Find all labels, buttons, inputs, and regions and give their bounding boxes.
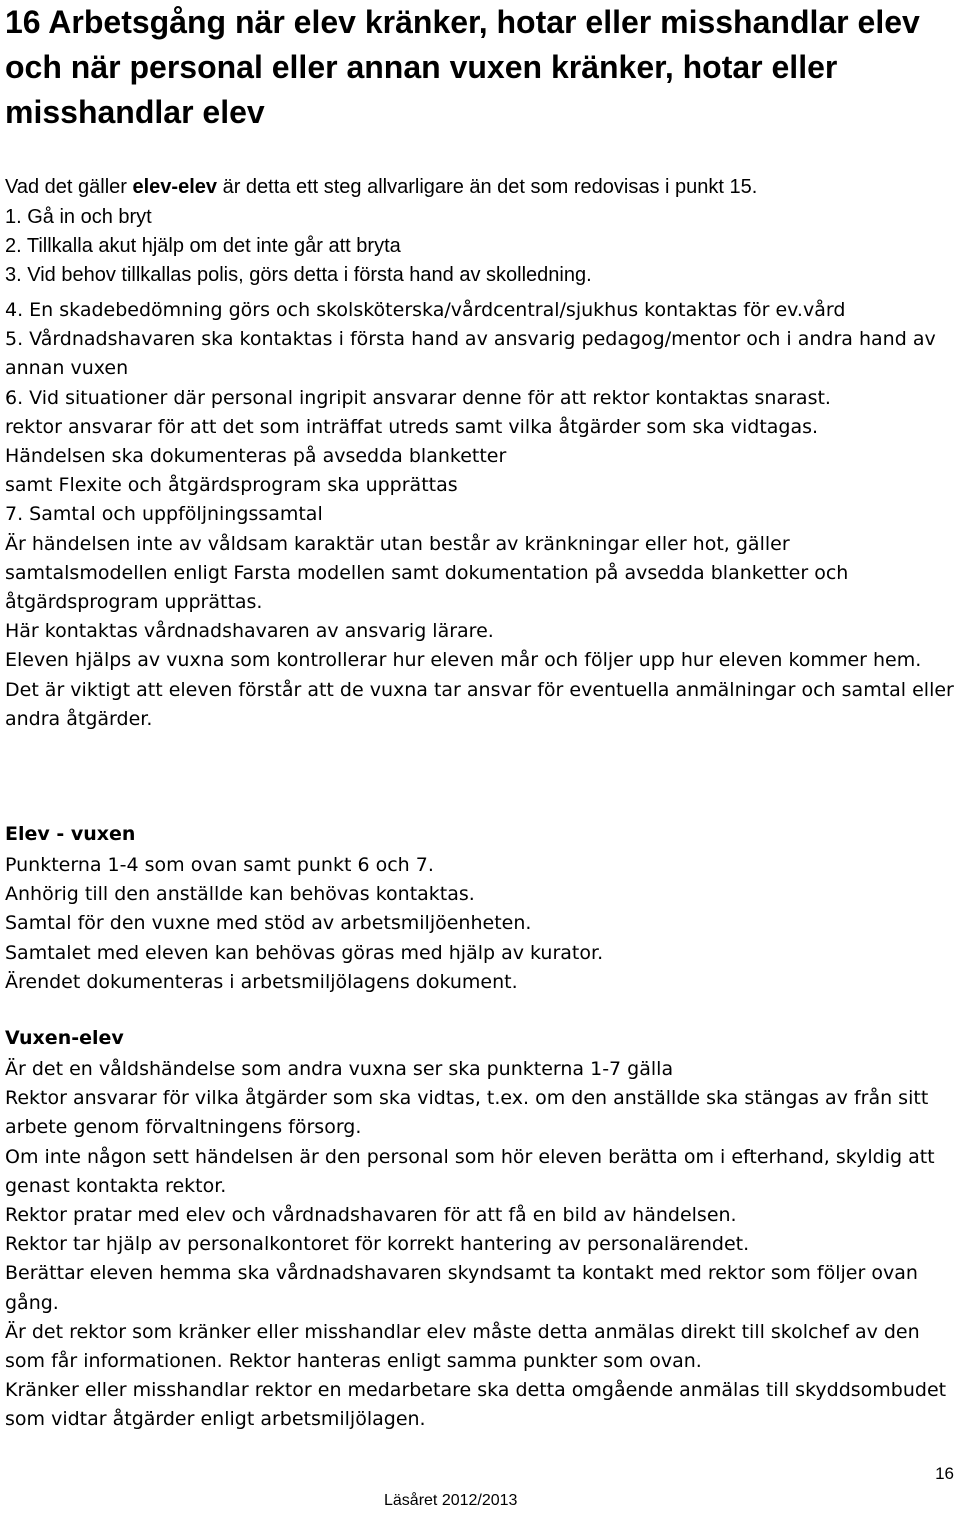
page-number: 16: [935, 1464, 954, 1483]
section-line: Anhörig till den anställde kan behövas kontaktas.: [5, 883, 475, 906]
section-vuxen-elev-list: [5, 1055, 955, 1435]
intro-suffix: är detta ett steg allvarligare än det som redovisas i punkt 15.: [217, 176, 758, 198]
page-title: 16 Arbetsgång när elev kränker, hotar eller misshandlar elev och när personal eller annan vuxen kränker, hotar eller misshandlar elev: [5, 4, 920, 130]
section-line: Är det rektor som kränker eller misshandlar elev måste detta anmälas direkt till skolchef av den som får informationen. Rektor hanteras enligt samma punkter som ovan.: [5, 1320, 920, 1373]
step-item: samt Flexite och åtgärdsprogram ska upprättas: [5, 474, 458, 497]
step-item: 5. Vårdnadshavaren ska kontaktas i första hand av ansvarig pedagog/mentor och i andra hand av annan vuxen: [5, 328, 936, 380]
step-item: Händelsen ska dokumenteras på avsedda blanketter: [5, 445, 507, 468]
steps-list-b: [5, 296, 955, 734]
section-line: Rektor ansvarar för vilka åtgärder som ska vidtas, t.ex. om den anställde ska stängas av från sitt arbete genom förvaltningens försorg.: [5, 1087, 929, 1139]
section-line: Rektor pratar med elev och vårdnadshavaren för att få en bild av händelsen.: [5, 1204, 737, 1227]
step-item: 3. Vid behov tillkallas polis, görs detta i första hand av skolledning.: [5, 264, 592, 286]
section-line: Ärendet dokumenteras i arbetsmiljölagens dokument.: [5, 970, 518, 993]
step-item: rektor ansvarar för att det som inträffat utreds samt vilka åtgärder som ska vidtagas.: [5, 415, 819, 438]
section-line: Rektor tar hjälp av personalkontoret för korrekt hantering av personalärendet.: [5, 1233, 750, 1256]
step-item: 6. Vid situationer där personal ingripit ansvarar denne för att rektor kontaktas snarast.: [5, 386, 831, 409]
section-elev-vuxen-list: [5, 851, 955, 997]
section-line: Berättar eleven hemma ska vårdnadshavaren skyndsamt ta kontakt med rektor som följer ovan gång.: [5, 1262, 918, 1314]
section-line: Samtal för den vuxne med stöd av arbetsmiljöenheten.: [5, 912, 532, 935]
section-line: Är det en våldshändelse som andra vuxna ser ska punkterna 1-7 gälla: [5, 1058, 674, 1080]
section-line: Samtalet med eleven kan behövas göras med hjälp av kurator.: [5, 941, 604, 964]
step-item: 4. En skadebedömning görs och skolsköterska/vårdcentral/sjukhus kontaktas för ev.vård: [5, 299, 846, 321]
step-item: Är händelsen inte av våldsam karaktär utan består av kränkningar eller hot, gäller samtalsmodellen enligt Farsta modellen samt dokumentation på avsedda blanketter och åtgärdsprogram upprättas.: [5, 532, 849, 614]
section-heading-vuxen-elev: Vuxen-elev: [5, 1027, 124, 1049]
section-line: Om inte någon sett händelsen är den personal som hör eleven berätta om i efterhand, skyldig att genast kontakta rektor.: [5, 1145, 935, 1197]
step-item: Här kontaktas vårdnadshavaren av ansvarig lärare.: [5, 620, 494, 643]
intro-bold: elev-elev: [132, 176, 218, 198]
step-item: 7. Samtal och uppföljningssamtal: [5, 503, 323, 526]
page-footer: Läsåret 2012/2013: [384, 1492, 518, 1509]
section-line: Punkterna 1-4 som ovan samt punkt 6 och 7.: [5, 854, 434, 876]
step-item: 1. Gå in och bryt: [5, 206, 152, 228]
step-item: Eleven hjälps av vuxna som kontrollerar hur eleven mår och följer upp hur eleven kommer hem.: [5, 649, 922, 672]
intro-paragraph: [5, 173, 757, 202]
section-heading-elev-vuxen: Elev - vuxen: [5, 823, 136, 845]
intro-prefix: Vad det gäller: [5, 176, 133, 198]
section-line: Kränker eller misshandlar rektor en medarbetare ska detta omgående anmälas till skyddsombudet som vidtar åtgärder enligt arbetsmiljölagen.: [5, 1379, 947, 1431]
step-item: Det är viktigt att eleven förstår att de vuxna tar ansvar för eventuella anmälningar och samtal eller andra åtgärder.: [5, 678, 954, 730]
steps-list-a: [5, 203, 945, 290]
step-item: 2. Tillkalla akut hjälp om det inte går att bryta: [5, 235, 401, 257]
